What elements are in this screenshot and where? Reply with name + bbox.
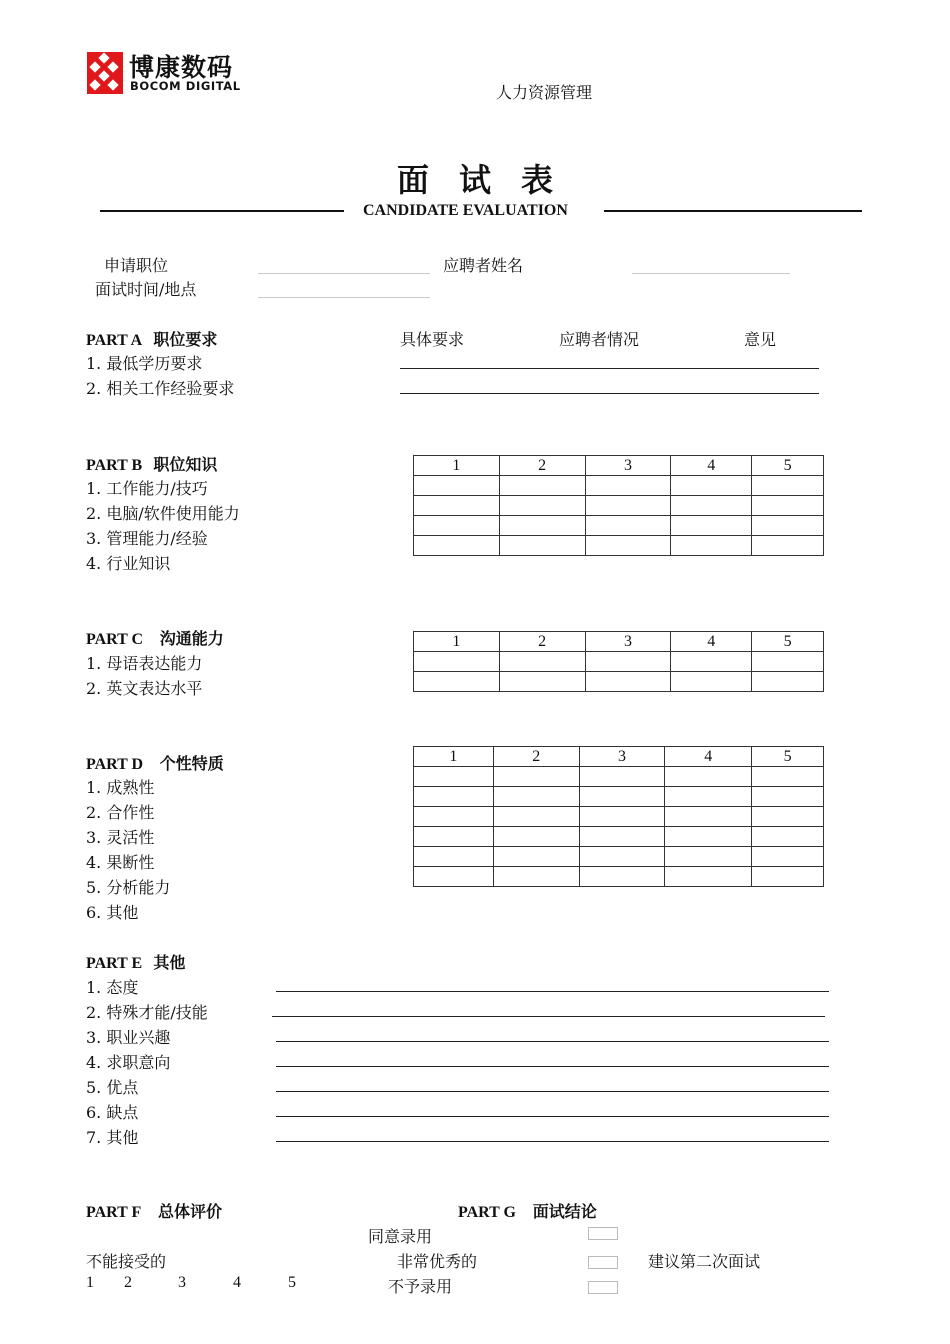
overall-scale-option[interactable]: 2 [124, 1274, 132, 1291]
rating-cell[interactable] [665, 827, 752, 847]
scale-label: 1 [414, 456, 500, 476]
rating-cell[interactable] [499, 672, 585, 692]
part-d-heading [86, 751, 224, 774]
rating-cell[interactable] [752, 476, 824, 496]
scale-label: 5 [752, 747, 824, 767]
rating-cell[interactable] [752, 672, 824, 692]
part-d-title: 个性特质 [159, 754, 224, 773]
part-d-item: 6. 其他 [86, 903, 139, 922]
rating-scale-row [414, 747, 824, 767]
interview-time-label: 面试时间/地点 [95, 280, 197, 299]
col-situation-header: 应聘者情况 [559, 330, 640, 349]
title-rule-left [100, 210, 344, 212]
scale-label: 3 [585, 456, 671, 476]
rating-row [414, 516, 824, 536]
overall-high-label: 非常优秀的 [397, 1252, 478, 1271]
part-e-heading [86, 950, 185, 973]
rating-row [414, 496, 824, 516]
part-a-item: 1. 最低学历要求 [86, 354, 203, 373]
rating-cell[interactable] [414, 807, 494, 827]
part-e-item: 1. 态度 [86, 978, 139, 997]
rating-cell[interactable] [665, 867, 752, 887]
scale-label: 4 [671, 632, 752, 652]
rating-cell[interactable] [414, 767, 494, 787]
rating-cell[interactable] [585, 496, 671, 516]
part-b-code: PART B [86, 457, 143, 474]
rating-scale-row [414, 456, 824, 476]
rating-scale-row [414, 632, 824, 652]
part-b-rating-grid [413, 455, 824, 556]
part-a-heading [86, 327, 217, 350]
scale-label: 2 [499, 456, 585, 476]
part-a-title: 职位要求 [153, 330, 218, 349]
rating-cell[interactable] [665, 847, 752, 867]
conclusion-reject-checkbox[interactable] [588, 1281, 618, 1294]
part-e-answer-line[interactable] [276, 1066, 829, 1067]
conclusion-accept-label: 同意录用 [368, 1227, 433, 1246]
rating-cell[interactable] [752, 516, 824, 536]
col-requirement-header: 具体要求 [400, 330, 465, 349]
part-b-item: 1. 工作能力/技巧 [86, 479, 208, 498]
rating-cell[interactable] [414, 536, 500, 556]
rating-row [414, 476, 824, 496]
page-subtitle: CANDIDATE EVALUATION [363, 202, 568, 219]
rating-cell[interactable] [585, 652, 671, 672]
overall-scale-option[interactable]: 1 [86, 1274, 94, 1291]
rating-cell[interactable] [752, 652, 824, 672]
rating-cell[interactable] [585, 672, 671, 692]
rating-cell[interactable] [499, 496, 585, 516]
conclusion-second-label: 建议第二次面试 [648, 1252, 761, 1271]
scale-label: 4 [665, 747, 752, 767]
rating-cell[interactable] [414, 496, 500, 516]
part-a-code: PART A [86, 332, 143, 349]
part-g-code: PART G [458, 1204, 516, 1221]
part-a-answer-line[interactable] [400, 393, 819, 394]
rating-cell[interactable] [493, 767, 579, 787]
position-label: 申请职位 [104, 256, 169, 275]
rating-cell[interactable] [752, 847, 824, 867]
part-c-item: 1. 母语表达能力 [86, 654, 203, 673]
part-f-heading [86, 1199, 222, 1222]
rating-cell[interactable] [414, 827, 494, 847]
rating-cell[interactable] [493, 867, 579, 887]
rating-cell[interactable] [499, 516, 585, 536]
part-f-title: 总体评价 [158, 1202, 223, 1221]
scale-label: 2 [493, 747, 579, 767]
rating-cell[interactable] [752, 536, 824, 556]
rating-cell[interactable] [752, 496, 824, 516]
position-field[interactable] [258, 273, 430, 274]
interview-time-field[interactable] [258, 297, 430, 298]
part-e-answer-line[interactable] [276, 1091, 829, 1092]
rating-cell[interactable] [585, 516, 671, 536]
rating-cell[interactable] [671, 652, 752, 672]
part-f-code: PART F [86, 1204, 142, 1221]
rating-row [414, 672, 824, 692]
company-logo [87, 52, 241, 96]
part-e-code: PART E [86, 955, 143, 972]
part-e-answer-line[interactable] [276, 1041, 829, 1042]
rating-cell[interactable] [414, 652, 500, 672]
rating-cell[interactable] [585, 476, 671, 496]
rating-cell[interactable] [579, 787, 665, 807]
part-a-answer-line[interactable] [400, 368, 819, 369]
rating-cell[interactable] [665, 807, 752, 827]
part-c-rating-grid [413, 631, 824, 692]
rating-cell[interactable] [414, 847, 494, 867]
rating-row [414, 807, 824, 827]
conclusion-reject-label: 不予录用 [388, 1277, 453, 1296]
scale-label: 4 [671, 456, 752, 476]
rating-cell[interactable] [414, 867, 494, 887]
rating-cell[interactable] [579, 847, 665, 867]
part-c-item: 2. 英文表达水平 [86, 679, 203, 698]
rating-cell[interactable] [752, 787, 824, 807]
part-e-item: 3. 职业兴趣 [86, 1028, 171, 1047]
part-e-answer-line[interactable] [276, 1116, 829, 1117]
part-d-item: 1. 成熟性 [86, 778, 155, 797]
col-opinion-header: 意见 [744, 330, 777, 349]
scale-label: 1 [414, 632, 500, 652]
rating-row [414, 787, 824, 807]
rating-cell[interactable] [579, 767, 665, 787]
overall-scale-option[interactable]: 5 [288, 1274, 296, 1291]
part-e-answer-line[interactable] [276, 1141, 829, 1142]
rating-cell[interactable] [499, 476, 585, 496]
part-e-item: 7. 其他 [86, 1128, 139, 1147]
rating-cell[interactable] [579, 827, 665, 847]
rating-cell[interactable] [671, 476, 752, 496]
rating-cell[interactable] [752, 767, 824, 787]
conclusion-accept-checkbox[interactable] [588, 1227, 618, 1240]
part-d-item: 4. 果断性 [86, 853, 155, 872]
part-b-title: 职位知识 [153, 455, 218, 474]
part-g-title: 面试结论 [532, 1202, 597, 1221]
rating-cell[interactable] [414, 476, 500, 496]
rating-row [414, 847, 824, 867]
rating-row [414, 652, 824, 672]
rating-cell[interactable] [671, 672, 752, 692]
part-a-item: 2. 相关工作经验要求 [86, 379, 235, 398]
part-b-item: 3. 管理能力/经验 [86, 529, 208, 548]
part-d-rating-grid [413, 746, 824, 887]
part-e-item: 4. 求职意向 [86, 1053, 171, 1072]
rating-cell[interactable] [671, 516, 752, 536]
rating-cell[interactable] [752, 827, 824, 847]
rating-cell[interactable] [752, 867, 824, 887]
department-label: 人力资源管理 [496, 83, 593, 102]
part-e-item: 2. 特殊才能/技能 [86, 1003, 208, 1022]
rating-cell[interactable] [414, 672, 500, 692]
rating-row [414, 767, 824, 787]
part-e-answer-line[interactable] [276, 991, 829, 992]
rating-row [414, 867, 824, 887]
rating-cell[interactable] [579, 807, 665, 827]
scale-label: 5 [752, 456, 824, 476]
rating-cell[interactable] [499, 652, 585, 672]
rating-cell[interactable] [665, 787, 752, 807]
part-c-title: 沟通能力 [159, 629, 224, 648]
part-g-heading [458, 1199, 597, 1222]
applicant-name-field[interactable] [632, 273, 790, 274]
scale-label: 2 [499, 632, 585, 652]
page-title: 面试表 [396, 161, 583, 199]
rating-cell[interactable] [585, 536, 671, 556]
rating-row [414, 827, 824, 847]
rating-cell[interactable] [493, 847, 579, 867]
logo-chinese-text: 博康数码 [129, 53, 234, 82]
part-d-item: 5. 分析能力 [86, 878, 171, 897]
logo-english-text: BOCOM DIGITAL [130, 79, 241, 93]
conclusion-second-checkbox[interactable] [588, 1256, 618, 1269]
applicant-name-label: 应聘者姓名 [443, 256, 524, 275]
rating-cell[interactable] [671, 496, 752, 516]
part-c-heading [86, 626, 224, 649]
overall-scale-option[interactable]: 4 [233, 1274, 241, 1291]
rating-cell[interactable] [752, 807, 824, 827]
part-b-item: 4. 行业知识 [86, 554, 171, 573]
rating-cell[interactable] [414, 516, 500, 536]
rating-cell[interactable] [499, 536, 585, 556]
part-c-code: PART C [86, 631, 144, 648]
rating-cell[interactable] [665, 767, 752, 787]
part-e-item: 5. 优点 [86, 1078, 139, 1097]
scale-label: 3 [579, 747, 665, 767]
scale-label: 5 [752, 632, 824, 652]
rating-cell[interactable] [493, 827, 579, 847]
rating-cell[interactable] [671, 536, 752, 556]
rating-cell[interactable] [579, 867, 665, 887]
scale-label: 3 [585, 632, 671, 652]
part-b-item: 2. 电脑/软件使用能力 [86, 504, 240, 523]
scale-label: 1 [414, 747, 494, 767]
overall-scale-option[interactable]: 3 [178, 1274, 186, 1291]
part-d-code: PART D [86, 756, 144, 773]
overall-low-label: 不能接受的 [86, 1252, 167, 1271]
rating-cell[interactable] [493, 807, 579, 827]
part-e-title: 其他 [153, 953, 186, 972]
part-d-item: 3. 灵活性 [86, 828, 155, 847]
logo-mark-icon [87, 52, 123, 94]
part-e-answer-line[interactable] [272, 1016, 825, 1017]
title-rule-right [604, 210, 862, 212]
rating-row [414, 536, 824, 556]
part-b-heading [86, 452, 217, 475]
rating-cell[interactable] [493, 787, 579, 807]
part-e-item: 6. 缺点 [86, 1103, 139, 1122]
part-d-item: 2. 合作性 [86, 803, 155, 822]
rating-cell[interactable] [414, 787, 494, 807]
